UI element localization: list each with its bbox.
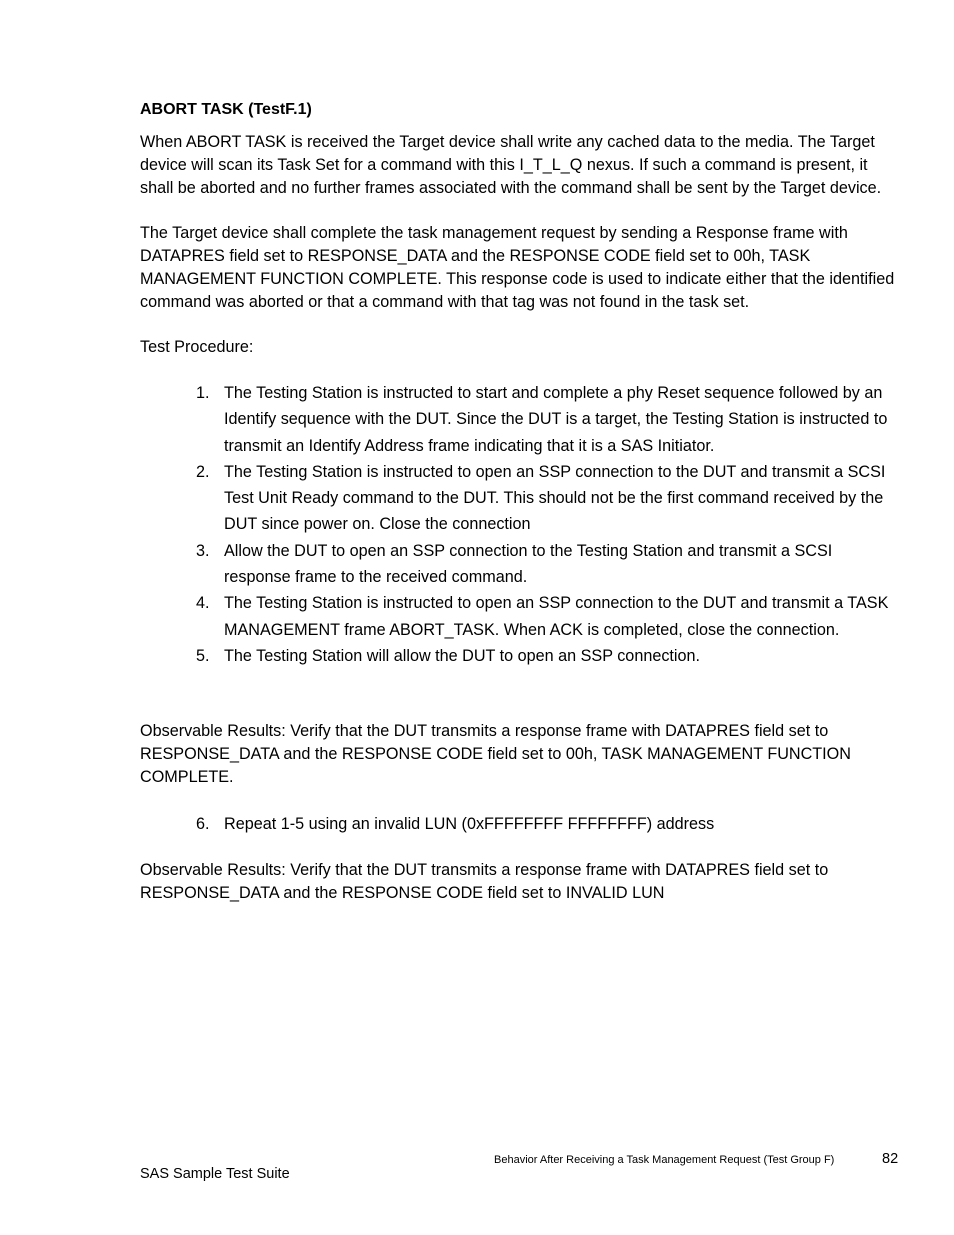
page-content — [140, 99, 900, 927]
repeat-step — [140, 811, 900, 837]
step-text: The Testing Station will allow the DUT to open an SSP connection. — [224, 646, 701, 665]
section-heading: ABORT TASK (TestF.1) — [140, 101, 312, 118]
step-text: The Testing Station is instructed to open an SSP connection to the DUT and transmit a SCSI Test Unit Ready command to the DUT. This should not be the first command received by the DUT since power on. Close the connection — [224, 462, 886, 534]
list-item — [140, 643, 900, 669]
step-number: 1. — [196, 384, 210, 402]
step-text: Allow the DUT to open an SSP connection to the Testing Station and transmit a SCSI response frame to the received command. — [224, 541, 833, 587]
intro-paragraph: When ABORT TASK is received the Target device shall write any cached data to the media. The Target device will scan its Task Set for a command with this I_T_L_Q nexus. If such a command is present, it shall be aborted and no further frames associated with the command shall be sent by the Target device. — [140, 133, 882, 197]
list-item — [140, 590, 900, 643]
step-number: 4. — [196, 594, 210, 613]
observable-results-1: Observable Results: Verify that the DUT transmits a response frame with DATAPRES field set to RESPONSE_DATA and the RESPONSE CODE field set to 00h, TASK MANAGEMENT FUNCTION COMPLETE. — [140, 722, 851, 787]
procedure-label: Test Procedure: — [140, 338, 254, 356]
step-number: 5. — [196, 646, 210, 665]
list-item — [140, 538, 900, 591]
list-item — [140, 459, 900, 538]
step-number: 2. — [196, 462, 210, 481]
procedure-steps — [140, 380, 900, 669]
list-item — [140, 811, 900, 837]
step-text: Repeat 1-5 using an invalid LUN (0xFFFFFFFF FFFFFFFF) address — [224, 815, 715, 834]
step-text: The Testing Station is instructed to open an SSP connection to the DUT and transmit a TASK MANAGEMENT frame ABORT_TASK. When ACK is completed, close the connection. — [224, 594, 889, 639]
step-number: 3. — [196, 541, 210, 560]
footer-document-title: SAS Sample Test Suite — [140, 1166, 290, 1182]
step-number: 6. — [196, 815, 210, 834]
response-paragraph: The Target device shall complete the task management request by sending a Response frame with DATAPRES field set to RESPONSE_DATA and the RESPONSE CODE field set to 00h, TASK MANAGEMENT FUNCTION COMPLETE. This response code is used to indicate either that the identified command was aborted or that a command with that tag was not found in the task set. — [140, 224, 895, 311]
list-item — [140, 380, 900, 459]
footer-chapter-title: Behavior After Receiving a Task Management Request (Test Group F) — [494, 1154, 835, 1166]
step-text: The Testing Station is instructed to start and complete a phy Reset sequence followed by an Identify sequence with the DUT. Since the DUT is a target, the Testing Station is instructed to transmit an Identify Address frame indicating that it is a SAS Initiator. — [224, 384, 888, 455]
page-number: 82 — [882, 1151, 899, 1167]
observable-results-2: Observable Results: Verify that the DUT transmits a response frame with DATAPRES field set to RESPONSE_DATA and the RESPONSE CODE field set to INVALID LUN — [140, 860, 829, 902]
